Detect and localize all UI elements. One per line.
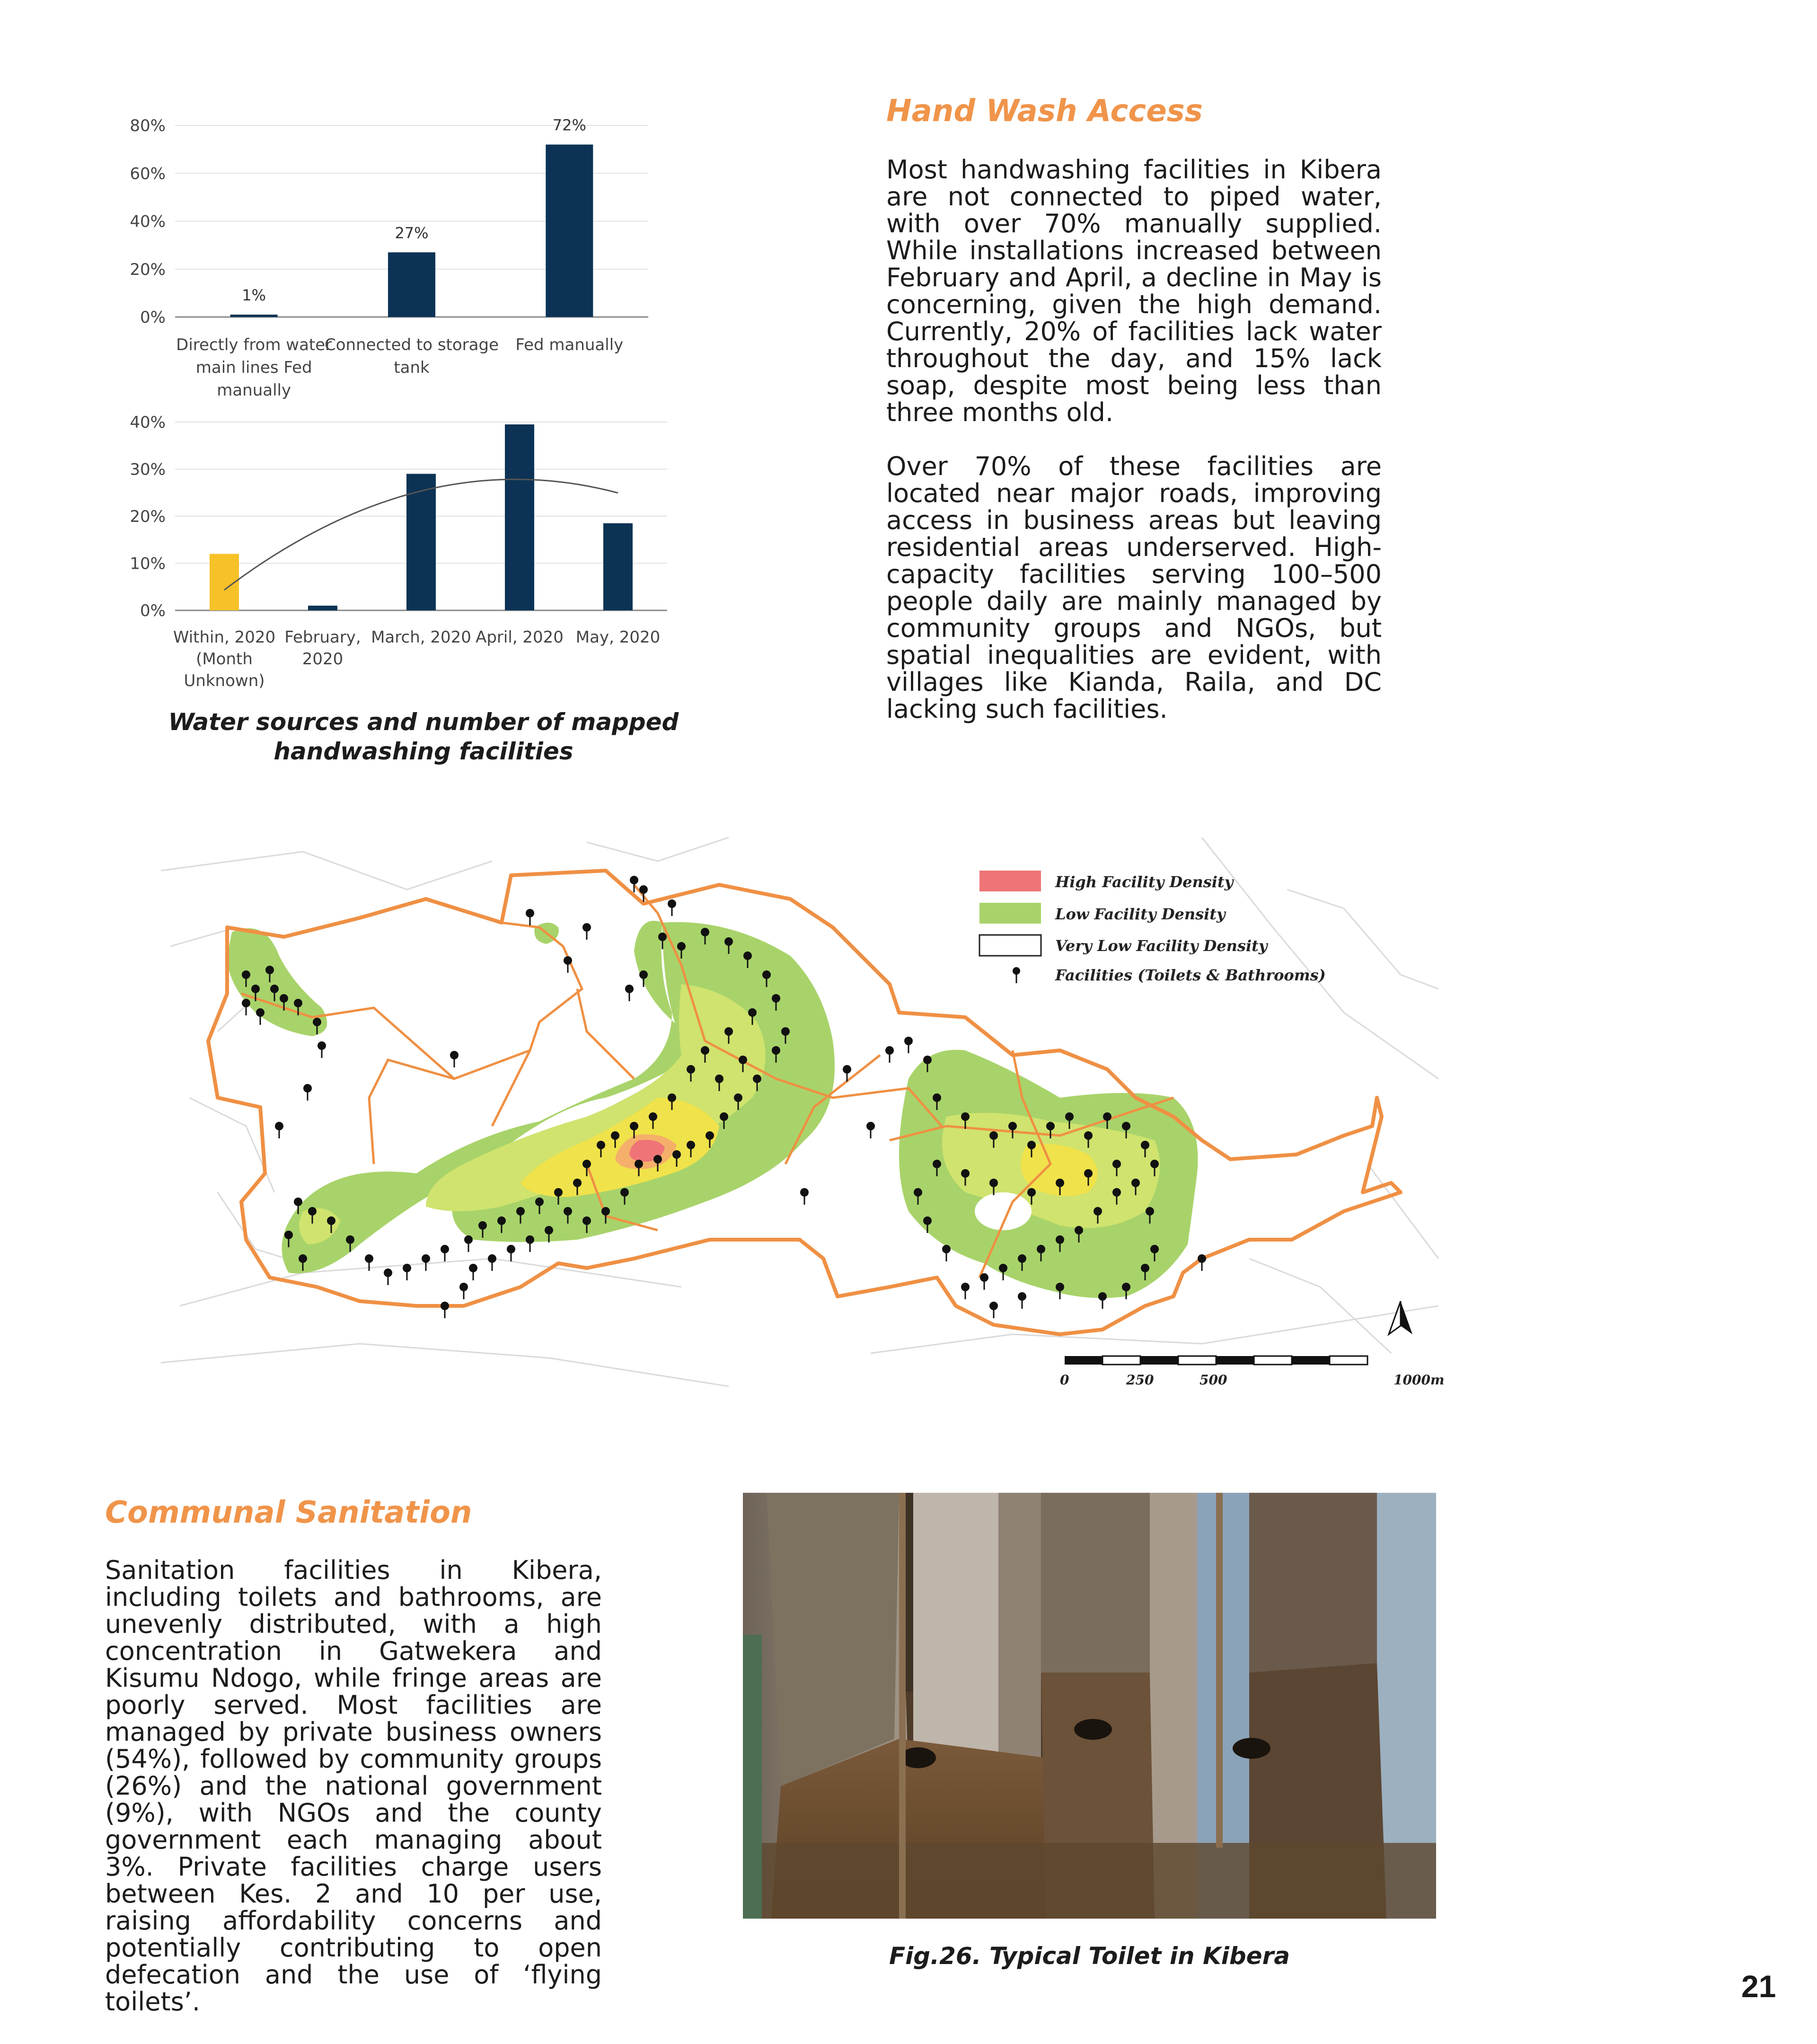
facility-pin — [464, 1235, 473, 1244]
legend-label-facilities: Facilities (Toilets & Bathrooms) — [1055, 966, 1326, 984]
data-label: 72% — [552, 116, 586, 134]
facility-pin — [1065, 1112, 1074, 1121]
facility-pin — [1112, 1160, 1121, 1168]
category-label: (Month — [196, 650, 253, 669]
facility-pin — [1056, 1235, 1064, 1244]
pin-icon — [1013, 967, 1020, 983]
north-arrow-icon — [1389, 1301, 1412, 1334]
facility-pin — [724, 937, 733, 946]
facility-pin — [526, 909, 534, 917]
facility-pin — [294, 1198, 302, 1206]
facility-pin — [1150, 1245, 1159, 1253]
facility-pin — [1018, 1292, 1026, 1301]
facility-pin — [327, 1216, 335, 1225]
facility-pin — [1141, 1141, 1149, 1149]
facility-pin — [668, 1093, 676, 1102]
hand-wash-paragraph-2: Over 70% of these facilities are located near major roads, improving access in business areas but leaving residential areas underserved. High-capacity facilities serving 100–500 people daily are mainly managed by community groups and NGOs, but spatial inequalities are evident, with villages like Kianda, Raila, and DC lacking such facilities. — [886, 451, 1382, 724]
facility-pin — [1046, 1122, 1055, 1130]
facility-pin — [1198, 1254, 1206, 1263]
facility-pin — [251, 985, 260, 993]
facility-pin — [1075, 1226, 1083, 1234]
facility-pin — [441, 1302, 449, 1310]
facility-pin — [270, 985, 279, 993]
data-label: 1% — [242, 286, 266, 304]
category-label: Connected to storage — [325, 335, 499, 354]
facility-pin — [554, 1188, 563, 1197]
facility-pin — [866, 1122, 875, 1130]
facility-pin — [582, 923, 591, 932]
y-tick-label: 80% — [130, 116, 166, 135]
facility-pin — [564, 956, 572, 965]
scale-label-500: 500 — [1200, 1372, 1227, 1388]
facility-pin — [535, 1198, 544, 1206]
facility-pin — [843, 1065, 851, 1074]
facility-pin — [1056, 1283, 1064, 1291]
facility-pin — [573, 1179, 582, 1187]
facility-pin — [743, 952, 752, 960]
facility-pin — [923, 1056, 932, 1064]
legend-swatch-low — [979, 903, 1041, 924]
facility-pin — [313, 1018, 321, 1026]
facility-density-map — [161, 833, 1448, 1396]
chart-caption: Water sources and number of mapped handwashing facilities — [168, 708, 679, 765]
facility-pin — [478, 1221, 487, 1230]
facility-pin — [739, 1056, 747, 1064]
facility-pin — [545, 1226, 553, 1234]
facility-pin — [597, 1141, 605, 1149]
facility-pin — [724, 1027, 733, 1036]
facility-pin — [748, 1008, 757, 1017]
bar — [230, 315, 278, 317]
facility-pin — [923, 1216, 932, 1225]
facility-pin — [687, 1065, 695, 1074]
facility-pin — [1146, 1207, 1154, 1216]
map-legend — [979, 871, 1326, 984]
facility-pin — [265, 966, 274, 974]
facility-pin — [720, 1112, 728, 1121]
legend-label-very-low: Very Low Facility Density — [1055, 937, 1268, 955]
facility-pin — [1150, 1160, 1159, 1168]
facility-pin — [914, 1188, 922, 1197]
y-tick-label: 20% — [130, 507, 166, 526]
category-label: manually — [217, 381, 291, 400]
facility-pin — [734, 1093, 742, 1102]
facility-pin — [961, 1112, 970, 1121]
facility-pin — [942, 1245, 951, 1253]
category-label: March, 2020 — [371, 628, 471, 647]
data-label: 27% — [395, 224, 429, 242]
facility-pin — [706, 1131, 714, 1140]
facility-pin — [294, 999, 302, 1007]
facility-pin — [422, 1254, 430, 1263]
facility-pin — [242, 970, 250, 979]
legend-label-low: Low Facility Density — [1055, 905, 1226, 923]
facility-pin — [800, 1188, 809, 1197]
facility-pin — [242, 999, 250, 1007]
y-tick-label: 40% — [130, 212, 166, 231]
facility-pin — [677, 942, 686, 951]
facility-pin — [384, 1269, 392, 1277]
legend-swatch-very-low — [979, 935, 1041, 956]
facility-pin — [1037, 1245, 1045, 1253]
facility-pin — [507, 1245, 515, 1253]
category-label: Directly from water — [176, 335, 332, 354]
hand-wash-title: Hand Wash Access — [886, 94, 1203, 129]
category-label: Within, 2020 — [173, 628, 276, 647]
facility-pin — [441, 1245, 449, 1253]
facility-pin — [630, 876, 638, 884]
facility-pin — [582, 1160, 591, 1168]
facility-pin — [318, 1041, 326, 1050]
facility-pin — [630, 1122, 638, 1130]
page-number: 21 — [1741, 1969, 1776, 2004]
facility-pin — [256, 1008, 265, 1017]
hand-wash-paragraph-1: Most handwashing facilities in Kibera are not connected to piped water, with over 70% manually supplied. While installations increased between February and April, a decline in May is concerning, given the high demand. Currently, 20% of facilities lack water throughout the day, and 15% lack soap, despite most being less than three months old. — [886, 155, 1382, 427]
facility-pin — [933, 1093, 941, 1102]
facility-pin — [403, 1264, 411, 1272]
category-label: February, — [284, 628, 361, 647]
facility-pin — [365, 1254, 373, 1263]
facility-pin — [989, 1179, 998, 1187]
scale-label-1000: 1000m — [1394, 1372, 1445, 1388]
facility-pin — [1141, 1264, 1149, 1272]
y-tick-label: 0% — [140, 601, 166, 620]
facility-pin — [1027, 1141, 1036, 1149]
facility-pin — [299, 1254, 307, 1263]
y-tick-label: 0% — [140, 308, 166, 327]
facility-pin — [1084, 1169, 1093, 1178]
y-tick-label: 60% — [130, 164, 166, 184]
facility-pin — [308, 1207, 317, 1216]
hand-wash-body — [886, 156, 1382, 749]
scale-bar — [1060, 1356, 1445, 1388]
facility-pin — [668, 899, 676, 908]
facility-pin — [635, 1160, 643, 1168]
facility-pin — [772, 1046, 780, 1055]
facility-pin — [781, 1027, 790, 1036]
facility-pin — [1103, 1112, 1111, 1121]
facility-pin — [753, 1075, 761, 1083]
facility-pin — [526, 1235, 534, 1244]
category-label: April, 2020 — [476, 628, 564, 647]
facility-pin — [658, 933, 667, 941]
facility-pin — [601, 1207, 610, 1216]
facility-pin — [653, 1155, 662, 1163]
y-tick-label: 40% — [130, 413, 166, 432]
facility-pin — [611, 1131, 619, 1140]
scale-label-250: 250 — [1126, 1372, 1154, 1388]
sanitation-body: Sanitation facilities in Kibera, including toilets and bathrooms, are unevenly distributed, with a high concentration in Gatwekera and Kisumu Ndogo, while fringe areas are poorly served. Most facilities are managed by private business owners (54%), followed by community groups (26%) and the national government (9%), with NGOs and the county government each managing about 3%. Private facilities charge users between Kes. 2 and 10 per use, raising affordability concerns and potentially contributing to open defecation and the use of ‘flying toilets’. — [105, 1555, 602, 2017]
bar — [308, 606, 337, 610]
facility-pin — [961, 1283, 970, 1291]
facility-pin — [346, 1235, 354, 1244]
facility-pin — [639, 885, 648, 894]
facility-pin — [672, 1150, 681, 1159]
category-label: Fed manually — [515, 335, 624, 354]
facility-pin — [715, 1075, 723, 1083]
facility-pin — [303, 1084, 312, 1092]
facility-pin — [885, 1046, 894, 1055]
y-tick-label: 20% — [130, 260, 166, 279]
facility-pin — [933, 1160, 941, 1168]
water-sources-chart — [104, 104, 672, 412]
bar — [505, 424, 534, 610]
facility-pin — [989, 1302, 998, 1310]
facility-pin — [1084, 1131, 1093, 1140]
facility-pin — [980, 1273, 988, 1282]
legend-label-high: High Facility Density — [1055, 873, 1234, 891]
sanitation-title: Communal Sanitation — [105, 1495, 472, 1530]
bar — [603, 523, 633, 610]
facility-pin — [516, 1207, 525, 1216]
category-label: main lines Fed — [195, 358, 312, 377]
y-tick-label: 30% — [130, 460, 166, 479]
facility-pin — [1094, 1207, 1102, 1216]
handwashing-facilities-chart — [104, 402, 691, 705]
facility-pin — [469, 1264, 477, 1272]
facility-pin — [497, 1216, 506, 1225]
facility-pin — [1122, 1122, 1130, 1130]
facility-pin — [459, 1283, 468, 1291]
bar — [388, 252, 435, 317]
facility-pin — [999, 1264, 1007, 1272]
facility-pin — [564, 1207, 572, 1216]
facility-pin — [639, 970, 648, 979]
facility-pin — [1098, 1292, 1107, 1301]
facility-pin — [961, 1169, 970, 1178]
toilet-photo — [743, 1493, 1436, 1919]
facility-pin — [989, 1131, 998, 1140]
facility-pin — [1131, 1179, 1140, 1187]
facility-pin — [701, 1046, 709, 1055]
facility-pin — [1056, 1179, 1064, 1187]
facility-pin — [275, 1122, 283, 1130]
scale-label-0: 0 — [1060, 1372, 1069, 1388]
facility-pin — [1112, 1188, 1121, 1197]
category-label: tank — [394, 358, 430, 377]
facility-pin — [1018, 1254, 1026, 1263]
facility-pin — [701, 928, 709, 936]
category-label: 2020 — [302, 650, 344, 669]
facility-pin — [625, 985, 634, 993]
facility-pin — [649, 1112, 657, 1121]
facility-pin — [280, 994, 288, 1003]
category-label: May, 2020 — [575, 628, 661, 647]
facility-pin — [772, 994, 780, 1003]
facility-pin — [687, 1141, 695, 1149]
photo-caption: Fig.26. Typical Toilet in Kibera — [889, 1942, 1290, 1970]
facility-pin — [620, 1188, 629, 1197]
facility-pin — [450, 1051, 459, 1059]
facility-pin — [488, 1254, 496, 1263]
facility-pin — [904, 1037, 913, 1045]
bar — [546, 145, 593, 317]
facility-pin — [1027, 1188, 1036, 1197]
legend-swatch-high — [979, 871, 1041, 891]
facility-pin — [1122, 1283, 1130, 1291]
y-tick-label: 10% — [130, 554, 166, 573]
facility-pin — [284, 1231, 293, 1239]
facility-pin — [762, 970, 771, 979]
category-label: Unknown) — [184, 671, 265, 690]
facility-pin — [582, 1216, 591, 1225]
facility-pin — [1008, 1122, 1017, 1130]
